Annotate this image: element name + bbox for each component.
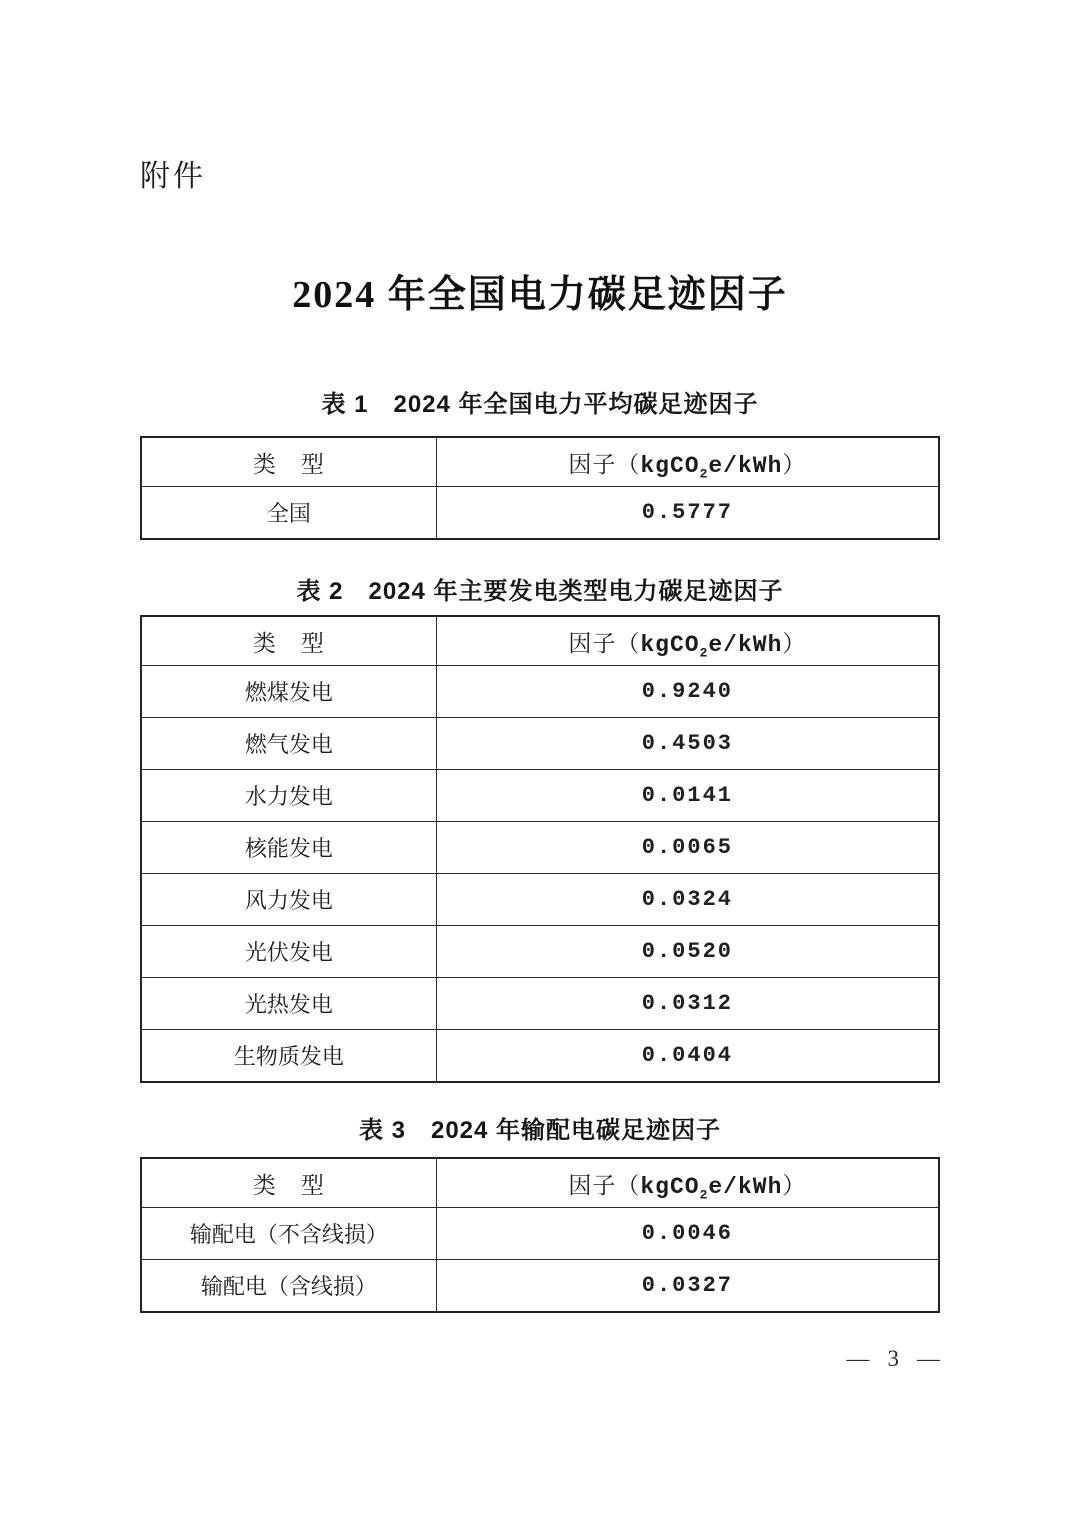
type-cell: 生物质发电 [141,1030,436,1083]
document-page [140,0,940,1372]
factor-header-cn: 因子（ [568,451,641,477]
factor-unit-subscript: 2 [699,645,709,661]
factor-unit-pre: kgCO [640,631,700,658]
factor-value-cell: 0.0404 [436,1030,939,1083]
factor-unit-post: e/kWh [708,452,783,479]
type-cell: 核能发电 [141,822,436,874]
factor-header-close: ） [782,630,807,656]
factor-value-cell: 0.0327 [436,1260,939,1313]
page-number-dash-left: — [846,1346,870,1371]
table-row [141,1260,939,1313]
type-cell: 光伏发电 [141,926,436,978]
attachment-label: 附件 [140,160,206,193]
factor-value-cell: 0.0046 [436,1208,939,1260]
type-cell: 输配电（不含线损） [141,1208,436,1260]
factor-unit-post: e/kWh [708,631,783,658]
type-cell: 输配电（含线损） [141,1260,436,1313]
table-row [141,770,939,822]
factor-header-cn: 因子（ [568,1172,641,1198]
table-row [141,487,939,540]
table-row [141,718,939,770]
factor-unit-subscript: 2 [699,1187,709,1203]
table-1-caption: 表 1 2024 年全国电力平均碳足迹因子 [321,391,759,418]
factor-header-close: ） [782,451,807,477]
factor-unit-subscript: 2 [699,466,709,482]
table-row [141,978,939,1030]
header-cell-factor [436,437,939,487]
factor-header-cn: 因子（ [568,630,641,656]
type-cell: 水力发电 [141,770,436,822]
page-number-dash-right: — [917,1346,940,1371]
table-1-national-average [140,436,940,540]
factor-value-cell: 0.5777 [436,487,939,540]
factor-value-cell: 0.0312 [436,978,939,1030]
table-2-caption: 表 2 2024 年主要发电类型电力碳足迹因子 [296,578,784,605]
factor-unit-pre: kgCO [640,452,700,479]
table-3-caption: 表 3 2024 年输配电碳足迹因子 [358,1117,722,1144]
factor-header-close: ） [782,1172,807,1198]
header-cell-factor [436,1158,939,1208]
type-cell: 光热发电 [141,978,436,1030]
header-cell-factor [436,616,939,666]
header-cell-type: 类 型 [141,1158,436,1208]
factor-unit-pre: kgCO [640,1173,700,1200]
factor-value-cell: 0.4503 [436,718,939,770]
factor-value-cell: 0.9240 [436,666,939,718]
factor-unit-post: e/kWh [708,1173,783,1200]
factor-value-cell: 0.0065 [436,822,939,874]
header-cell-type: 类 型 [141,437,436,487]
table-row [141,822,939,874]
table-3-transmission-distribution [140,1157,940,1313]
table-row [141,1208,939,1260]
factor-value-cell: 0.0141 [436,770,939,822]
type-cell: 全国 [141,487,436,540]
type-cell: 燃煤发电 [141,666,436,718]
type-cell: 风力发电 [141,874,436,926]
factor-value-cell: 0.0324 [436,874,939,926]
header-cell-type: 类 型 [141,616,436,666]
page-number [140,1346,940,1372]
factor-value-cell: 0.0520 [436,926,939,978]
table-row [141,874,939,926]
table-header-row [141,616,939,666]
table-row [141,1030,939,1083]
table-header-row [141,1158,939,1208]
table-header-row [141,437,939,487]
type-cell: 燃气发电 [141,718,436,770]
table-row [141,926,939,978]
page-title: 2024 年全国电力碳足迹因子 [292,274,788,316]
table-2-generation-types [140,615,940,1083]
table-row [141,666,939,718]
page-number-value: 3 [887,1346,899,1371]
